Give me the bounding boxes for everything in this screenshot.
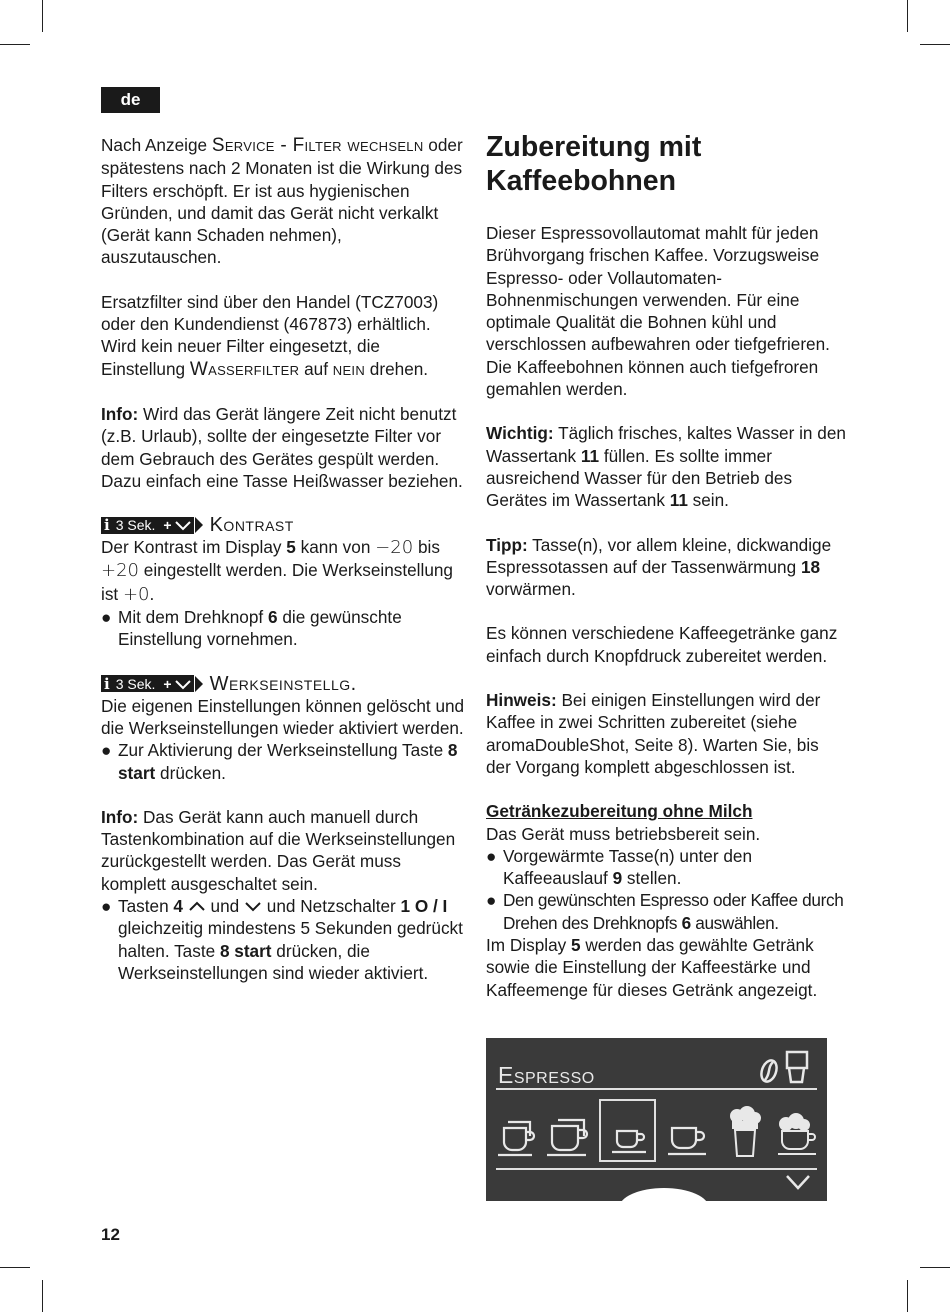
- subsection-text: Das Gerät muss betriebsbereit sein.: [486, 823, 761, 844]
- filter-paragraph: Nach Anzeige Service - Filter wechseln oder spätestens nach 2 Monaten ist die Wirkung des Filters erschöpft. Er ist aus hygienischen Gründen, und damit das Gerät nicht verkalkt (Gerät kann Schaden nehmen), auszutauschen.: [101, 135, 463, 268]
- coffee-double-cup-icon: [547, 1120, 587, 1155]
- kontrast-label: Kontrast: [209, 514, 294, 537]
- werkseinstellung-label: Werkseinstellg.: [209, 672, 357, 695]
- arrow-right-icon: [195, 517, 203, 533]
- cappuccino-icon: [778, 1114, 816, 1154]
- section-heading: Zubereitung mit Kaffeebohnen: [486, 131, 702, 197]
- info-paragraph: Info: Das Gerät kann auch manuell durch Tastenkombination auf die Werkseinstellungen zurückgestellt werden. Das Gerät muss komplett ausgeschaltet sein.: [101, 806, 456, 894]
- coffee-bean-icon: [759, 1058, 780, 1083]
- list-item: ● Tasten 4 und und Netzschalter 1 O / I gleichzeitig mindestens 5 Sekunden gedrückt halten. Taste 8 start drücken, die Werkseinstellungen sind wieder aktiviert.: [101, 896, 463, 983]
- machine-display: [486, 1038, 827, 1201]
- page-number: 12: [101, 1225, 120, 1244]
- werkseinstellung-menu-bar: [101, 673, 466, 695]
- display-icons: [486, 1038, 827, 1201]
- crop-mark: [42, 0, 43, 32]
- kontrast-text: Der Kontrast im Display 5 kann von −20 bis +20 eingestellt werden. Die Werkseinstellung ist +0.: [101, 537, 453, 605]
- language-tag: de: [101, 87, 160, 113]
- espresso-cup-icon: [612, 1131, 646, 1152]
- info-paragraph: Info: Wird das Gerät längere Zeit nicht benutzt (z.B. Urlaub), sollte der eingesetzte Filter vor dem Gebrauch des Gerätes gespült werden. Dazu einfach eine Tasse Heißwasser beziehen.: [101, 403, 463, 491]
- subsection-heading: Getränkezubereitung ohne Milch: [486, 801, 753, 822]
- left-column: [101, 134, 466, 984]
- list-item: ● Zur Aktivierung der Werkseinstellung Taste 8 start drücken.: [101, 740, 458, 783]
- chevron-up-icon: [188, 900, 206, 912]
- crop-mark: [42, 1280, 43, 1312]
- info-icon: i: [104, 674, 110, 693]
- chevron-down-icon: [787, 1176, 809, 1188]
- hold-key-badge: i 3 Sek. +: [101, 675, 194, 692]
- cup-size-icon: [787, 1052, 807, 1082]
- replacement-filter-paragraph: Ersatzfilter sind über den Handel (TCZ7003) oder den Kundendienst (467873) erhältlich. Wird kein neuer Filter eingesetzt, die Einstellung Wasserfilter auf nein drehen.: [101, 291, 439, 380]
- crop-mark: [907, 0, 908, 32]
- crop-mark: [0, 44, 30, 45]
- drinks-paragraph: Es können verschiedene Kaffeegetränke ganz einfach durch Knopfdruck zubereitet werden.: [486, 623, 838, 666]
- list-item: ● Mit dem Drehknopf 6 die gewünschte Einstellung vornehmen.: [101, 607, 402, 650]
- chevron-down-icon: [174, 678, 192, 690]
- right-column: [486, 222, 848, 1001]
- espresso-double-cup-icon: [498, 1122, 534, 1155]
- display-title: Espresso: [498, 1062, 595, 1088]
- werkseinstellung-text: Die eigenen Einstellungen können gelöscht und die Werkseinstellungen wieder aktiviert werden.: [101, 695, 465, 738]
- kontrast-menu-bar: [101, 514, 466, 536]
- hinweis-paragraph: Hinweis: Bei einigen Einstellungen wird der Kaffee in zwei Schritten zubereitet (siehe aromaDoubleShot, Seite 8). Warten Sie, bis der Vorgang komplett abgeschlossen ist.: [486, 690, 821, 777]
- info-icon: i: [104, 516, 110, 535]
- hold-key-badge: i 3 Sek. +: [101, 517, 194, 534]
- wichtig-paragraph: Wichtig: Täglich frisches, kaltes Wasser in den Wassertank 11 füllen. Es sollte immer ausreichend Wasser für den Betrieb des Gerätes im Wassertank 11 sein.: [486, 423, 846, 511]
- crop-mark: [0, 1267, 30, 1268]
- crop-mark: [920, 44, 950, 45]
- display-description: Im Display 5 werden das gewählte Getränk sowie die Einstellung der Kaffeestärke und Kaffeemenge für dieses Getränk angezeigt.: [486, 935, 818, 1000]
- list-item: ● Vorgewärmte Tasse(n) unter den Kaffeeauslauf 9 stellen.: [486, 845, 753, 889]
- crop-mark: [907, 1280, 908, 1312]
- tipp-paragraph: Tipp: Tasse(n), vor allem kleine, dickwandige Espressotassen auf der Tassenwärmung 18 vorwärmen.: [486, 534, 832, 600]
- intro-paragraph: Dieser Espressovollautomat mahlt für jeden Brühvorgang frischen Kaffee. Vorzugsweise Espresso- oder Vollautomaten-Bohnenmischungen verwenden. Für eine optimale Qualität die Bohnen kühl und verschlossen aufbewahren oder tiefgefrieren. Die Kaffeebohnen können auch tiefgefroren gemahlen werden.: [486, 223, 830, 400]
- list-item: ● Den gewünschten Espresso oder Kaffee durch Drehen des Drehknopfs 6 auswählen.: [486, 890, 844, 933]
- arrow-right-icon: [195, 676, 203, 692]
- coffee-cup-icon: [668, 1128, 706, 1154]
- latte-macchiato-icon: [731, 1107, 760, 1156]
- chevron-down-icon: [174, 519, 192, 531]
- crop-mark: [920, 1267, 950, 1268]
- chevron-down-icon: [244, 900, 262, 912]
